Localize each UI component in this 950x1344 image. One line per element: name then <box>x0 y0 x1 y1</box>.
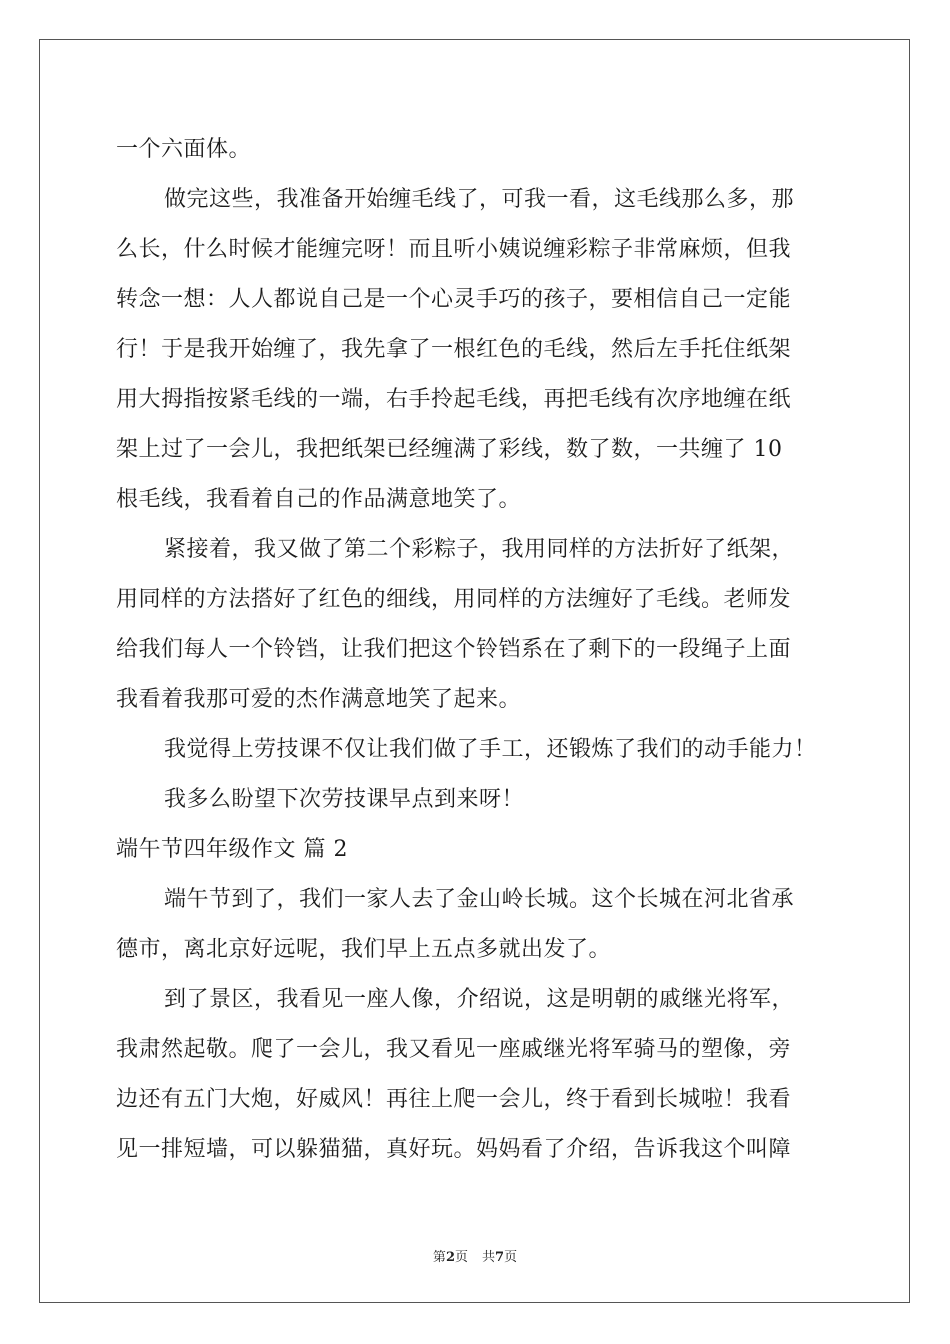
total-prefix: 共 <box>482 1250 496 1265</box>
total-suffix: 页 <box>504 1250 518 1265</box>
text-line: 我多么盼望下次劳技课早点到来呀！ <box>164 787 525 812</box>
text-line: 一个六面体。 <box>116 137 252 162</box>
text-line: 转念一想：人人都说自己是一个心灵手巧的孩子，要相信自己一定能 <box>116 287 792 312</box>
text-line: 紧接着，我又做了第二个彩粽子，我用同样的方法折好了纸架， <box>164 537 795 562</box>
text-line: 到了景区，我看见一座人像，介绍说，这是明朝的戚继光将军， <box>164 987 795 1012</box>
total-pages-number: 7 <box>495 1250 505 1265</box>
text-line: 我肃然起敬。爬了一会儿，我又看见一座戚继光将军骑马的塑像，旁 <box>116 1037 792 1062</box>
text-line: 边还有五门大炮，好威风！再往上爬一会儿，终于看到长城啦！我看 <box>116 1087 792 1112</box>
text-line: 给我们每人一个铃铛，让我们把这个铃铛系在了剩下的一段绳子上面 <box>116 637 792 662</box>
text-line: 用同样的方法搭好了红色的细线，用同样的方法缠好了毛线。老师发 <box>116 587 792 612</box>
text-line: 架上过了一会儿，我把纸架已经缠满了彩线，数了数，一共缠了 10 <box>116 437 783 462</box>
text-line: 行！于是我开始缠了，我先拿了一根红色的毛线，然后左手托住纸架 <box>116 337 792 362</box>
section-heading: 端午节四年级作文 篇 2 <box>116 837 348 862</box>
text-line: 我觉得上劳技课不仅让我们做了手工，还锻炼了我们的动手能力！ <box>164 737 817 762</box>
page-suffix: 页 <box>454 1250 468 1265</box>
page-prefix: 第 <box>432 1250 446 1265</box>
text-line: 端午节到了，我们一家人去了金山岭长城。这个长城在河北省承 <box>164 887 795 912</box>
text-line: 德市，离北京好远呢，我们早上五点多就出发了。 <box>116 937 612 962</box>
text-line: 用大拇指按紧毛线的一端，右手拎起毛线，再把毛线有次序地缠在纸 <box>116 387 792 412</box>
current-page-number: 2 <box>445 1250 455 1265</box>
text-line: 我看着我那可爱的杰作满意地笑了起来。 <box>116 687 522 712</box>
text-line: 根毛线，我看着自己的作品满意地笑了。 <box>116 487 522 512</box>
text-line: 么长，什么时候才能缠完呀！而且听小姨说缠彩粽子非常麻烦，但我 <box>116 237 792 262</box>
text-line: 见一排短墙，可以躲猫猫，真好玩。妈妈看了介绍，告诉我这个叫障 <box>116 1137 792 1162</box>
document-body <box>116 125 846 1175</box>
page-footer <box>0 1246 950 1265</box>
text-line: 做完这些，我准备开始缠毛线了，可我一看，这毛线那么多，那 <box>164 187 795 212</box>
